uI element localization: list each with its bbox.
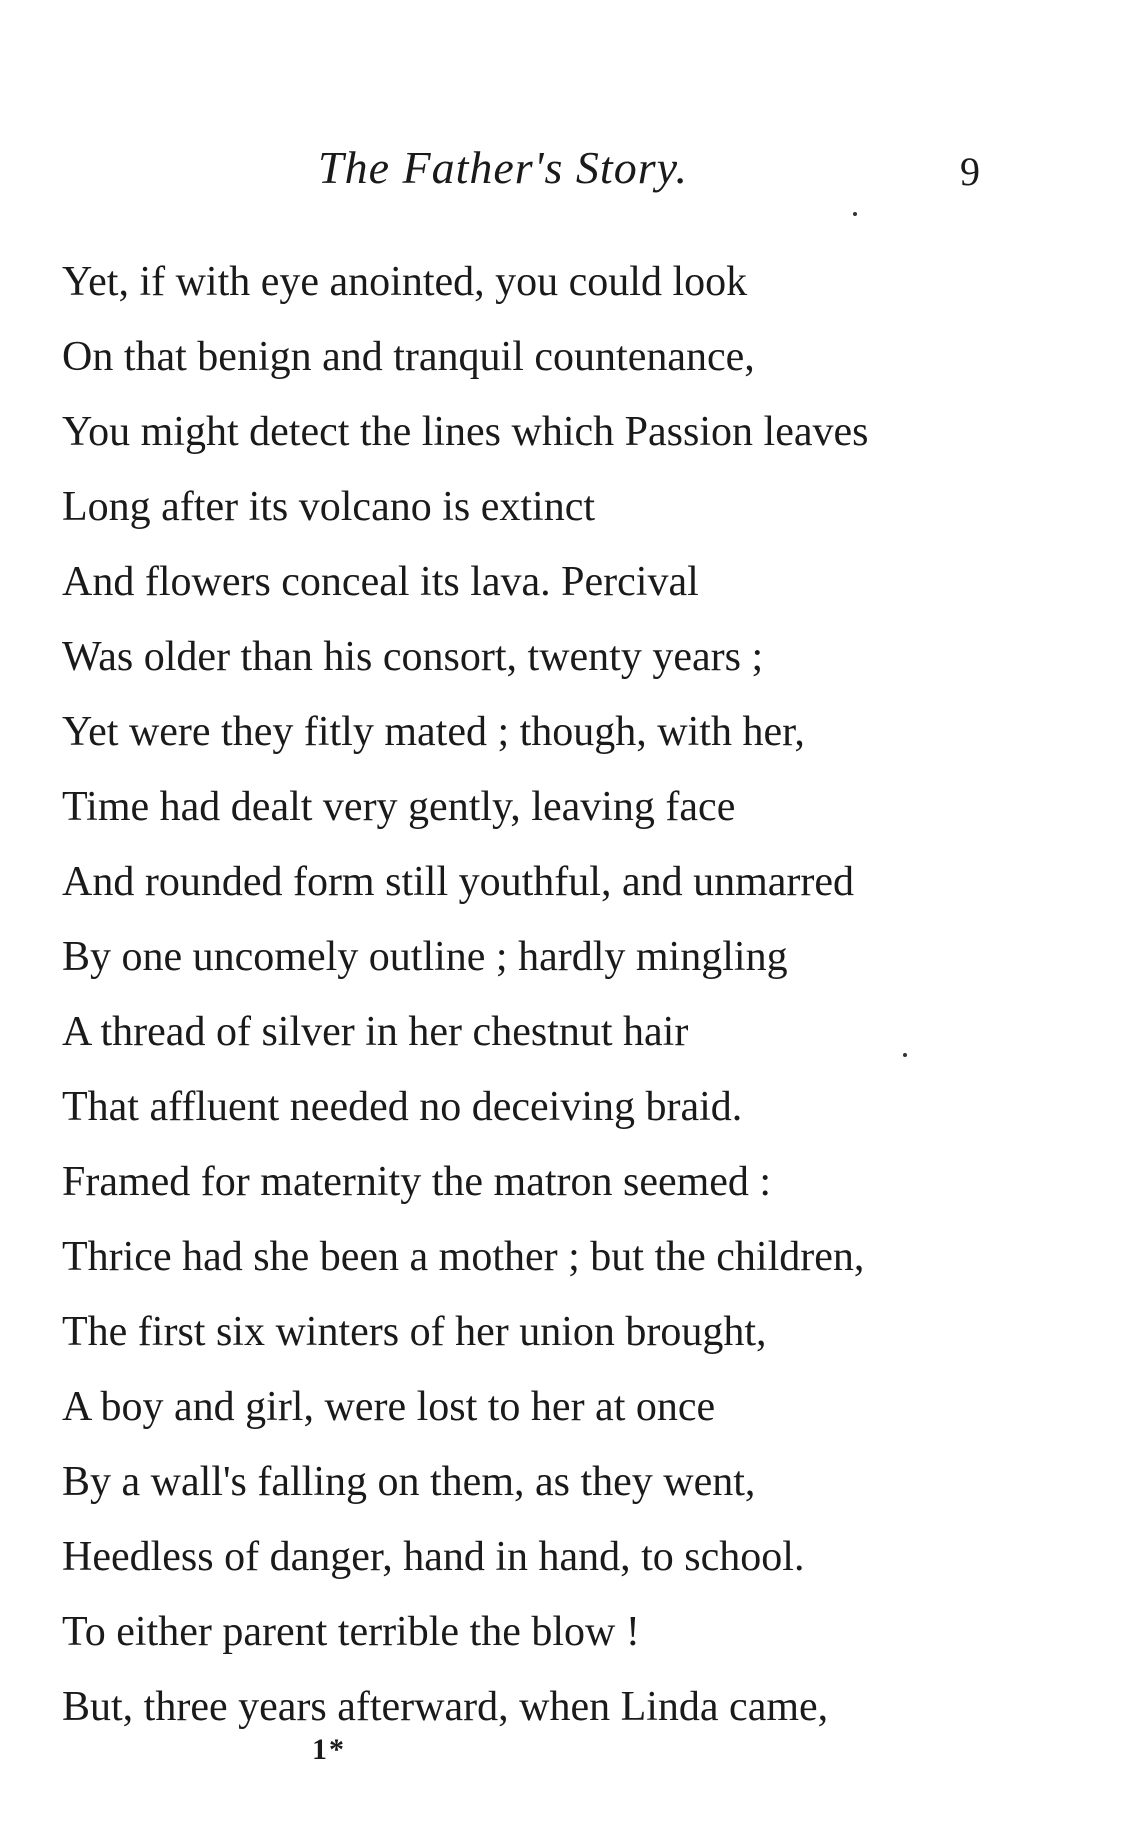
poem-line: Thrice had she been a mother ; but the children, [62, 1234, 865, 1280]
poem-line: The first six winters of her union brought, [62, 1309, 767, 1355]
poem-line: And flowers conceal its lava. Percival [62, 559, 699, 605]
signature-mark: 1* [312, 1733, 346, 1766]
poem-line: On that benign and tranquil countenance, [62, 334, 755, 380]
poem-line: Was older than his consort, twenty years ; [62, 634, 764, 680]
poem-line: A thread of silver in her chestnut hair [62, 1009, 689, 1055]
poem-line: You might detect the lines which Passion leaves [62, 409, 869, 455]
poem-line: Long after its volcano is extinct [62, 484, 596, 530]
page-number: 9 [960, 149, 980, 194]
poem-line: And rounded form still youthful, and unmarred [62, 859, 855, 905]
poem-line: By one uncomely outline ; hardly mingling [62, 934, 788, 980]
poem-line: Heedless of danger, hand in hand, to school. [62, 1534, 805, 1580]
running-title: The Father's Story. [318, 142, 688, 193]
poem-line: To either parent terrible the blow ! [62, 1609, 640, 1655]
poem-line: But, three years afterward, when Linda came, [62, 1684, 829, 1730]
poem-line: Time had dealt very gently, leaving face [62, 784, 736, 830]
poem-line: That affluent needed no deceiving braid. [62, 1084, 743, 1130]
poem-line: Framed for maternity the matron seemed : [62, 1159, 772, 1205]
ink-speck [903, 1053, 907, 1057]
poem-line: Yet were they fitly mated ; though, with her, [62, 709, 805, 755]
running-head [0, 138, 1139, 198]
poem-line: By a wall's falling on them, as they went, [62, 1459, 756, 1505]
poem-line: A boy and girl, were lost to her at once [62, 1384, 716, 1430]
ink-speck [853, 212, 857, 216]
poem-line: Yet, if with eye anointed, you could look [62, 259, 748, 305]
